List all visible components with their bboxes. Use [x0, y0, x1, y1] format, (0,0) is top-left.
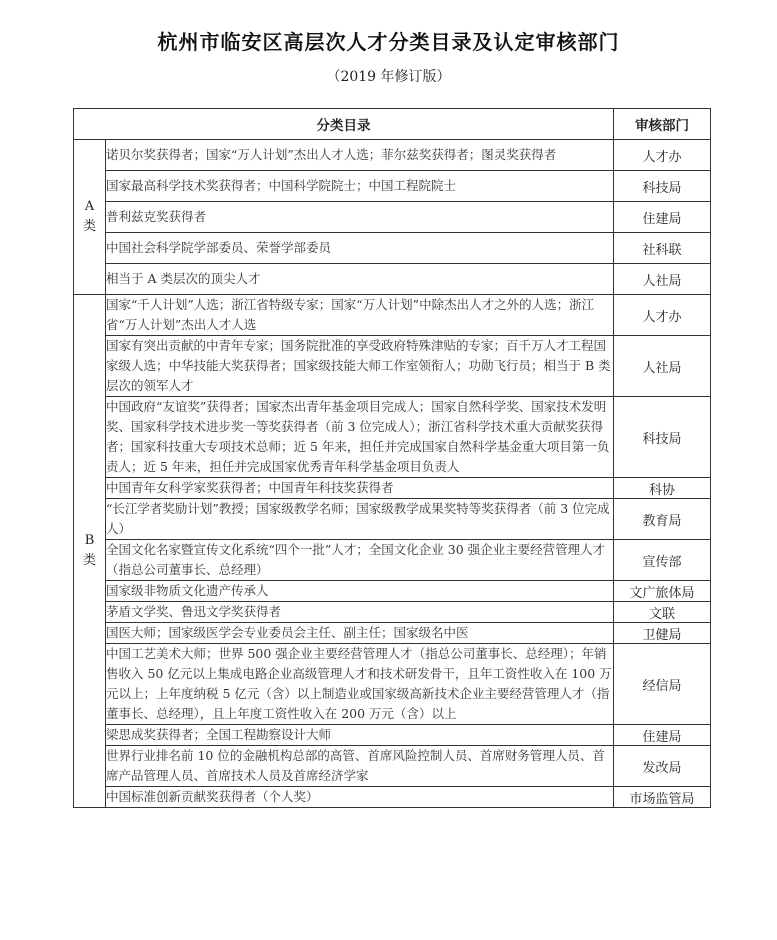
category-b-cell: [74, 295, 106, 808]
table-header-row: [74, 109, 711, 140]
table-row: [74, 787, 711, 808]
table-row: [74, 202, 711, 233]
dept-cell: 教育局: [614, 499, 711, 540]
table-row: [74, 264, 711, 295]
header-catalog: 分类目录: [74, 109, 614, 140]
document-title: 杭州市临安区高层次人才分类目录及认定审核部门: [157, 30, 620, 54]
catalog-item: 诺贝尔奖获得者；国家“万人计划”杰出人才人选；菲尔兹奖获得者；图灵奖获得者: [106, 140, 614, 171]
table-row: [74, 233, 711, 264]
dept-cell: 市场监管局: [614, 787, 711, 808]
dept-cell: 科技局: [614, 171, 711, 202]
catalog-item: 相当于 A 类层次的顶尖人才: [106, 264, 614, 295]
catalog-item: 中国政府“友谊奖”获得者；国家杰出青年基金项目完成人；国家自然科学奖、国家技术发明奖、国家科学技术进步奖一等奖获得者（前 3 位完成人）；浙江省科学技术重大贡献奖获得者；国家科技重大专项技术总师；近 5 年来，担任并完成国家自然科学基金重大项目第一负责人；近 5 年来，担任并完成国家优秀青年科学基金项目负责人: [106, 397, 614, 478]
dept-cell: 文广旅体局: [614, 581, 711, 602]
catalog-item: 中国社会科学院学部委员、荣誉学部委员: [106, 233, 614, 264]
dept-cell: 人才办: [614, 140, 711, 171]
table-row: [74, 540, 711, 581]
table-row: [74, 602, 711, 623]
catalog-item: 全国文化名家暨宣传文化系统“四个一批”人才；全国文化企业 30 强企业主要经营管理人才（指总公司董事长、总经理）: [106, 540, 614, 581]
catalog-item: 国家级非物质文化遗产传承人: [106, 581, 614, 602]
catalog-item: 国家“千人计划”人选；浙江省特级专家；国家“万人计划”中除杰出人才之外的人选；浙江省“万人计划”杰出人才人选: [106, 295, 614, 336]
category-b-letter: B: [84, 533, 95, 548]
dept-cell: 卫健局: [614, 623, 711, 644]
table-row: [74, 295, 711, 336]
table-row: [74, 140, 711, 171]
dept-cell: 人社局: [614, 264, 711, 295]
catalog-item: “长江学者奖励计划”教授；国家级教学名师；国家级教学成果奖特等奖获得者（前 3 位完成人）: [106, 499, 614, 540]
catalog-item: 中国标准创新贡献奖获得者（个人奖）: [106, 787, 614, 808]
dept-cell: 住建局: [614, 202, 711, 233]
catalog-item: 世界行业排名前 10 位的金融机构总部的高管、首席风险控制人员、首席财务管理人员、首席产品管理人员、首席技术人员及首席经济学家: [106, 746, 614, 787]
table-row: [74, 478, 711, 499]
dept-cell: 人社局: [614, 336, 711, 397]
dept-cell: 社科联: [614, 233, 711, 264]
table-row: [74, 336, 711, 397]
table-row: [74, 623, 711, 644]
dept-cell: 科协: [614, 478, 711, 499]
table-row: [74, 746, 711, 787]
category-a-suffix: 类: [82, 219, 96, 234]
catalog-item: 国家有突出贡献的中青年专家；国务院批准的享受政府特殊津贴的专家；百千万人才工程国家级人选；中华技能大奖获得者；国家级技能大师工作室领衔人；功勋飞行员；相当于 B 类层次的领军人才: [106, 336, 614, 397]
catalog-item: 普利兹克奖获得者: [106, 202, 614, 233]
table-row: [74, 644, 711, 725]
catalog-item: 国医大师；国家级医学会专业委员会主任、副主任；国家级名中医: [106, 623, 614, 644]
dept-cell: 发改局: [614, 746, 711, 787]
table-row: [74, 581, 711, 602]
dept-cell: 宣传部: [614, 540, 711, 581]
catalog-item: 梁思成奖获得者；全国工程勘察设计大师: [106, 725, 614, 746]
document-subtitle: （2019 年修订版）: [326, 69, 451, 85]
dept-cell: 住建局: [614, 725, 711, 746]
catalog-item: 中国青年女科学家奖获得者；中国青年科技奖获得者: [106, 478, 614, 499]
category-b-suffix: 类: [82, 553, 96, 568]
table-row: [74, 171, 711, 202]
dept-cell: 文联: [614, 602, 711, 623]
table-row: [74, 725, 711, 746]
header-dept: 审核部门: [614, 109, 711, 140]
dept-cell: 人才办: [614, 295, 711, 336]
dept-cell: 科技局: [614, 397, 711, 478]
table-row: [74, 397, 711, 478]
dept-cell: 经信局: [614, 644, 711, 725]
catalog-item: 茅盾文学奖、鲁迅文学奖获得者: [106, 602, 614, 623]
catalog-item: 国家最高科学技术奖获得者；中国科学院院士；中国工程院院士: [106, 171, 614, 202]
category-a-cell: [74, 140, 106, 295]
category-a-letter: A: [84, 199, 95, 214]
table-row: [74, 499, 711, 540]
catalog-item: 中国工艺美术大师；世界 500 强企业主要经营管理人才（指总公司董事长、总经理）；年销售收入 50 亿元以上集成电路企业高级管理人才和技术研发骨干，且年工资性收入在 100 万元以上；上年度纳税 5 亿元（含）以上制造业或国家级高新技术企业主要经营管理人才（指董事长、总经理），且上年度工资性收入在 200 万元（含）以上: [106, 644, 614, 725]
talent-catalog-table: [73, 108, 711, 808]
